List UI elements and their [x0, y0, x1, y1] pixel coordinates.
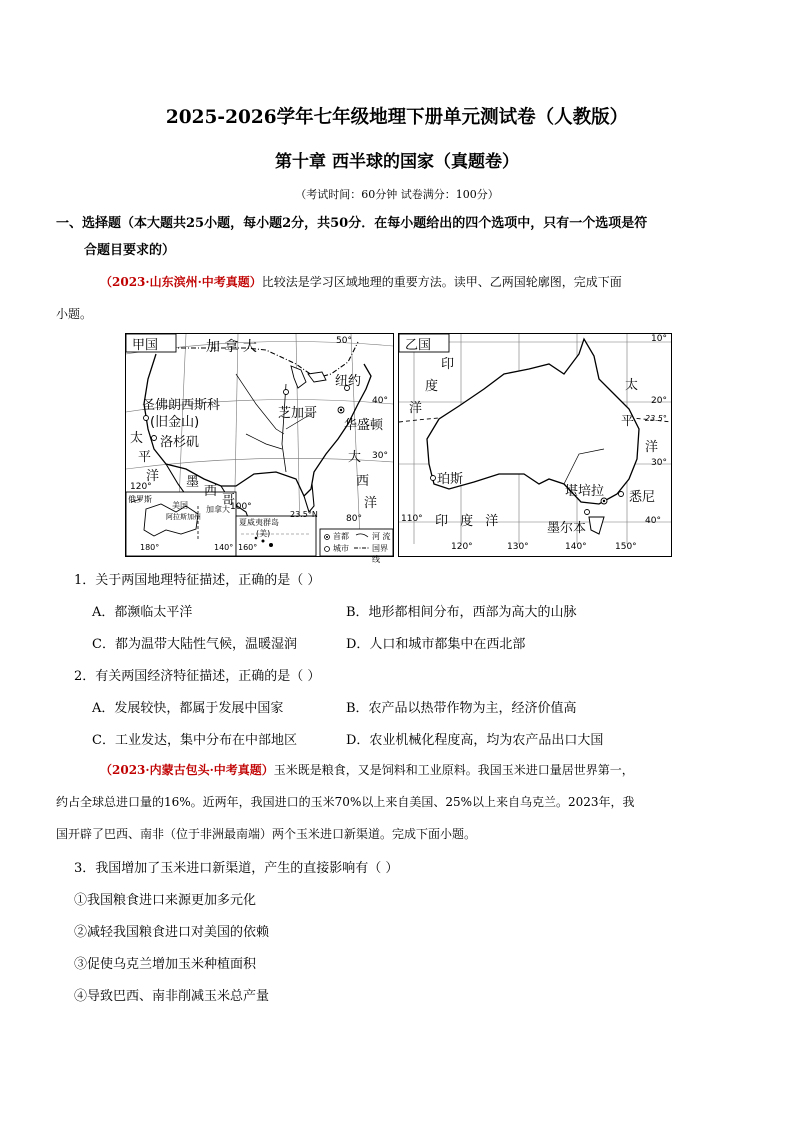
map-label-lat-235b: 23.5° [645, 414, 667, 423]
question-1-option-d[interactable]: D．人口和城市都集中在西北部 [346, 637, 526, 652]
question-3-stem: 3．我国增加了玉米进口新渠道，产生的直接影响有（ ） [74, 861, 399, 876]
question-1-option-b[interactable]: B．地形都相间分布，西部为高大的山脉 [346, 605, 577, 620]
map-australia [398, 333, 672, 557]
map-label-hawaii-2: (美) [256, 529, 271, 538]
map-label-lon-130: 130° [507, 542, 529, 552]
map-label-hawaii-1: 夏威夷群岛 [239, 518, 279, 527]
map-label-indian-1: 印 [441, 357, 455, 372]
map-label-lat-40b: 40° [645, 516, 661, 526]
map-label-lat-20: 20° [651, 396, 667, 406]
map-label-canada-small: 加拿大 [206, 505, 230, 514]
intro-paragraph-1 [56, 266, 746, 330]
map-usa [125, 333, 394, 564]
map-label-alaska-2: 阿拉斯加州 [166, 513, 201, 521]
map-label-san-francisco-alt: (旧金山) [150, 415, 200, 430]
question-1-option-c[interactable]: C．都为温带大陆性气候，温暖湿润 [92, 637, 297, 652]
section-heading-line1: 一、选择题（本大题共25小题，每小题2分，共50分．在每小题给出的四个选项中，只有一个选项是符 [56, 216, 648, 231]
page-title: 2025-2026学年七年级地理下册单元测试卷（人教版） [165, 107, 629, 128]
question-2-stem: 2．有关两国经济特征描述，正确的是（ ） [74, 669, 321, 684]
map-usa-title: 甲国 [132, 338, 159, 353]
map-australia-title: 乙国 [405, 338, 432, 353]
map-label-russia: 俄罗斯 [128, 495, 152, 504]
map-label-canberra: 堪培拉 [565, 484, 605, 499]
map-label-sydney: 悉尼 [629, 490, 656, 505]
map-label-mexico-1: 墨 [186, 475, 200, 490]
map-label-lat-235: 23.5°N [290, 510, 318, 519]
intro2-line1 [56, 754, 746, 786]
map-label-lon-120: 120° [130, 482, 152, 492]
map-label-washington: 华盛顿 [344, 418, 384, 433]
map-label-san-francisco: 圣佛朗西斯科 [142, 398, 221, 413]
map-label-lon-120b: 120° [451, 542, 473, 552]
intro2-source: （2023·内蒙古包头·中考真题） [100, 763, 274, 777]
legend-border: 国界线 [372, 544, 388, 564]
question-3-item-1: ①我国粮食进口来源更加多元化 [74, 893, 257, 908]
question-2-option-d[interactable]: D．农业机械化程度高，均为农产品出口大国 [346, 733, 604, 748]
map-label-lon-140: 140° [214, 543, 234, 552]
intro2-line3: 国开辟了巴西、南非（位于非洲最南端）两个玉米进口新渠道。完成下面小题。 [56, 827, 477, 841]
legend-city: 城市 [333, 544, 349, 553]
intro1-line1 [56, 266, 746, 298]
map-label-new-york: 纽约 [335, 374, 362, 389]
map-label-los-angeles: 洛杉矶 [160, 435, 200, 450]
map-label-lat-30: 30° [372, 451, 388, 461]
map-label-lon-140b: 140° [565, 542, 587, 552]
intro1-line2: 小题。 [56, 307, 93, 321]
map-label-pacific-2: 平 [138, 450, 152, 465]
map-label-indian-south: 印 度 洋 [435, 514, 503, 529]
map-label-mexico-3: 哥 [222, 493, 236, 508]
map-label-lon-150: 150° [615, 542, 637, 552]
question-2-option-b[interactable]: B．农产品以热带作物为主，经济价值高 [346, 701, 577, 716]
intro1-source: （2023·山东滨州·中考真题） [100, 275, 262, 289]
map-label-melbourne: 墨尔本 [547, 521, 587, 536]
section-heading [56, 210, 746, 264]
map-label-lon-160: 160° [238, 543, 258, 552]
question-2-option-c[interactable]: C．工业发达，集中分布在中部地区 [92, 733, 297, 748]
map-label-atlantic-2: 西 [356, 474, 370, 489]
intro2-line2: 约占全球总进口量的16%。近两年，我国进口的玉米70%以上来自美国、25%以上来自乌克兰。2023年，我 [56, 795, 635, 809]
map-label-mexico-2: 西 [204, 484, 218, 499]
map-label-pacific-2b: 平 [621, 414, 635, 429]
map-label-lon-80: 80° [346, 514, 362, 524]
map-label-alaska-1: 美国 [172, 501, 188, 510]
map-label-pacific-3: 洋 [146, 469, 160, 484]
map-label-atlantic-1: 大 [348, 450, 362, 465]
map-label-lat-50: 50° [336, 336, 352, 346]
question-3-item-3: ③促使乌克兰增加玉米种植面积 [74, 957, 257, 972]
page-subtitle: 第十章 西半球的国家（真题卷） [275, 152, 519, 172]
question-1-option-a[interactable]: A．都濒临太平洋 [92, 605, 193, 620]
map-label-pacific-1: 太 [130, 431, 144, 446]
map-label-lon-100: 100° [230, 502, 252, 512]
map-label-pacific-1b: 太 [625, 378, 639, 393]
map-label-lon-180: 180° [140, 543, 160, 552]
intro2-text1: 玉米既是粮食，又是饲料和工业原料。我国玉米进口量居世界第一， [273, 763, 634, 777]
legend-river: 河 流 [372, 532, 391, 541]
intro-paragraph-2 [56, 754, 746, 850]
map-label-atlantic-3: 洋 [364, 496, 378, 511]
section-heading-line2: 合题目要求的） [84, 243, 176, 258]
map-label-chicago: 芝加哥 [278, 406, 318, 421]
map-label-lat-40: 40° [372, 396, 388, 406]
map-label-indian-3: 洋 [409, 401, 423, 416]
map-label-lat-10: 10° [651, 334, 667, 344]
map-label-indian-2: 度 [425, 379, 439, 394]
map-label-pacific-3b: 洋 [645, 440, 659, 455]
map-label-lon-110: 110° [401, 514, 423, 524]
question-2-option-a[interactable]: A．发展较快，都属于发展中国家 [92, 701, 284, 716]
question-1-stem: 1．关于两国地理特征描述，正确的是（ ） [74, 573, 321, 588]
map-label-lat-30b: 30° [651, 458, 667, 468]
intro1-text1: 比较法是学习区域地理的重要方法。读甲、乙两国轮廓图，完成下面 [261, 275, 622, 289]
legend-capital: 首都 [333, 532, 349, 541]
question-3-item-2: ②减轻我国粮食进口对美国的依赖 [74, 925, 270, 940]
map-label-canada: 加 拿 大 [206, 339, 257, 355]
map-label-perth: 珀斯 [437, 472, 464, 487]
exam-info: （考试时间：60分钟 试卷满分：100分） [295, 188, 499, 201]
question-3-item-4: ④导致巴西、南非削减玉米总产量 [74, 989, 270, 1004]
